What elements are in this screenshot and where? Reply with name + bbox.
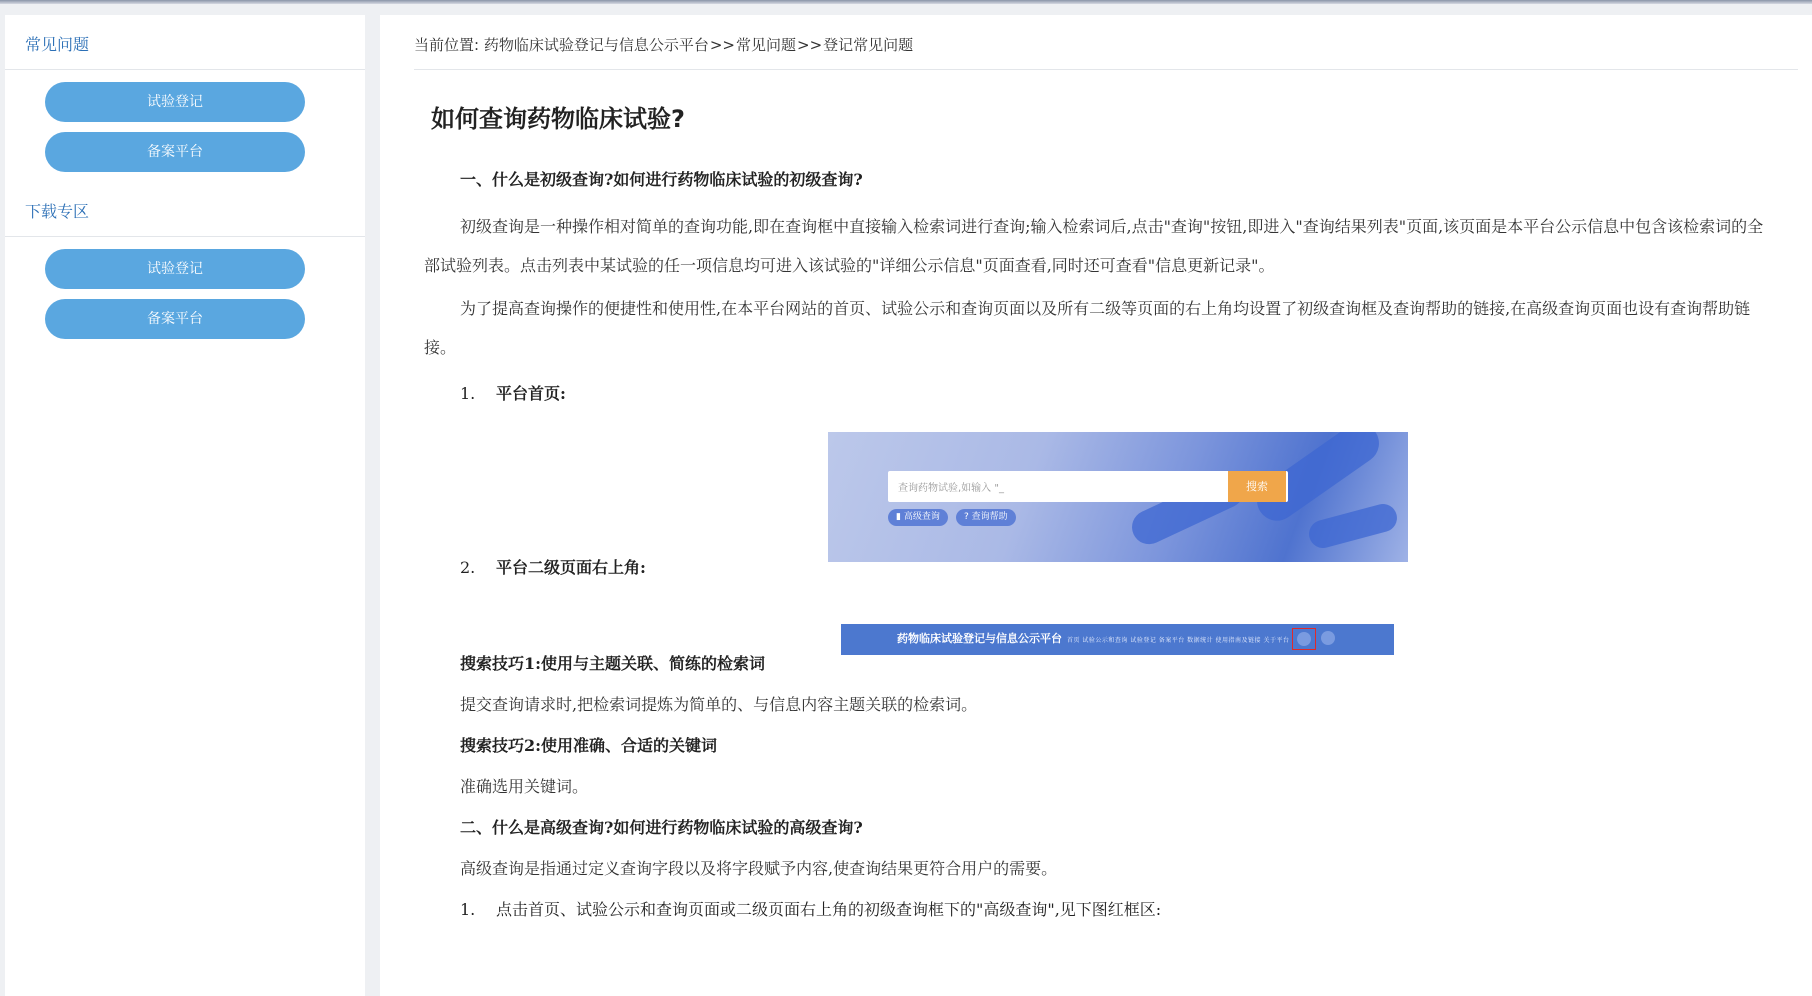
platform-logo-text: 药物临床试验登记与信息公示平台	[897, 632, 1062, 645]
sidebar-button-trial-registration[interactable]: 试验登记	[45, 249, 305, 289]
breadcrumb-separator: >>	[709, 36, 735, 54]
breadcrumb-item-platform[interactable]: 药物临床试验登记与信息公示平台	[483, 36, 709, 54]
tip-heading-2: 搜索技巧2:使用准确、合适的关键词	[460, 736, 718, 755]
list-item-label: 点击首页、试验公示和查询页面或二级页面右上角的初级查询框下的"高级查询",见下图红框区:	[496, 900, 1162, 919]
search-button-image: 搜索	[1228, 471, 1286, 502]
sidebar-button-filing-platform[interactable]: 备案平台	[45, 132, 305, 172]
secondary-header-screenshot	[841, 624, 1394, 655]
top-border	[0, 0, 1812, 4]
advanced-query-pill	[888, 509, 948, 526]
breadcrumb-separator: >>	[797, 36, 823, 54]
breadcrumb-item-current[interactable]: 登记常见问题	[823, 36, 914, 54]
list-number: 1.	[460, 900, 476, 919]
search-icon	[1297, 632, 1311, 646]
sidebar	[5, 15, 365, 996]
sidebar-button-filing-platform[interactable]: 备案平台	[45, 299, 305, 339]
help-icon: ?	[964, 512, 972, 522]
list-number: 1.	[460, 384, 476, 403]
list-number: 2.	[460, 558, 476, 577]
user-icon	[1321, 631, 1335, 645]
sidebar-section-faq	[5, 15, 365, 182]
sidebar-section-title[interactable]: 常见问题	[5, 15, 365, 70]
page-title: 如何查询药物临床试验?	[431, 105, 685, 133]
advanced-query-label: 高级查询	[903, 512, 940, 522]
search-placeholder: 查询药物试验,如输入 "_	[898, 483, 1004, 494]
section-heading-basic-query: 一、什么是初级查询?如何进行药物临床试验的初级查询?	[460, 170, 863, 189]
header-nav-text: 首页 试验公示和查询 试验登记 备案平台 数据统计 使用指南及链接 关于平台	[1067, 637, 1290, 644]
sidebar-button-trial-registration[interactable]: 试验登记	[45, 82, 305, 122]
section-heading-advanced-query: 二、什么是高级查询?如何进行药物临床试验的高级查询?	[460, 818, 863, 837]
tip-heading-1: 搜索技巧1:使用与主题关联、简练的检索词	[460, 654, 766, 673]
breadcrumb-prefix: 当前位置:	[414, 36, 480, 54]
breadcrumb	[414, 15, 1798, 70]
query-help-label: 查询帮助	[971, 512, 1008, 522]
capsule-decoration	[1306, 501, 1400, 551]
paragraph-basic-query: 初级查询是一种操作相对简单的查询功能,即在查询框中直接输入检索词进行查询;输入检索词后,点击"查询"按钮,即进入"查询结果列表"页面,该页面是本平台公示信息中包含该检索词的全部试验列表。点击列表中某试验的任一项信息均可进入该试验的"详细公示信息"页面查看,同时还可查看"信息更新记录"。	[424, 217, 1764, 275]
paragraph-query-entry: 为了提高查询操作的便捷性和使用性,在本平台网站的首页、试验公示和查询页面以及所有二级等页面的右上角均设置了初级查询框及查询帮助的链接,在高级查询页面也设有查询帮助链接。	[424, 299, 1751, 357]
breadcrumb-item-faq[interactable]: 常见问题	[736, 36, 797, 54]
tip-text-2: 准确选用关键词。	[460, 777, 589, 796]
sidebar-section-downloads	[5, 182, 365, 349]
list-item-homepage	[424, 381, 1776, 407]
search-icon-highlight	[1292, 628, 1316, 650]
paragraph-advanced-query: 高级查询是指通过定义查询字段以及将字段赋予内容,使查询结果更符合用户的需要。	[460, 859, 1058, 878]
list-item-label: 平台二级页面右上角:	[496, 558, 646, 577]
list-item-label: 平台首页:	[496, 384, 566, 403]
tip-text-1: 提交查询请求时,把检索词提炼为简单的、与信息内容主题关联的检索词。	[460, 695, 978, 714]
query-help-pill	[956, 509, 1016, 526]
sidebar-section-title[interactable]: 下载专区	[5, 182, 365, 237]
user-icon-box	[1317, 628, 1341, 650]
bookmark-icon: ▮	[896, 512, 904, 522]
homepage-search-screenshot	[828, 432, 1408, 562]
list-item-advanced-link	[424, 897, 1776, 923]
